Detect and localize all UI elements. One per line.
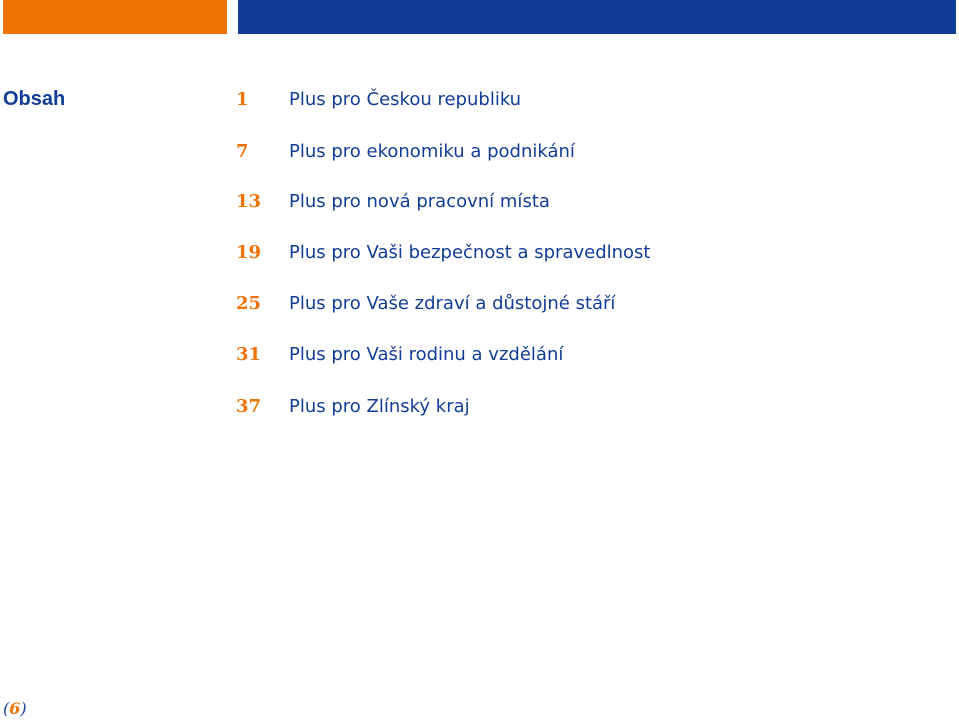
toc-title: Plus pro Zlínský kraj <box>289 396 470 417</box>
toc-title: Plus pro Vaši rodinu a vzdělání <box>289 344 564 365</box>
toc-item[interactable] <box>0 393 700 421</box>
toc-page-number: 25 <box>236 293 262 314</box>
toc-item[interactable] <box>0 188 700 216</box>
toc-page-number: 7 <box>236 141 249 162</box>
toc-item[interactable] <box>0 290 700 318</box>
toc-item[interactable] <box>0 341 700 369</box>
page-number <box>3 698 27 720</box>
toc-title: Plus pro ekonomiku a podnikání <box>289 141 575 162</box>
toc-item[interactable] <box>0 138 700 166</box>
toc-page-number: 19 <box>236 242 262 263</box>
toc-title: Plus pro Vaše zdraví a důstojné stáří <box>289 293 616 314</box>
header-bar-orange <box>3 0 227 34</box>
page-number-open-paren: ( <box>3 699 10 718</box>
toc-title: Plus pro Vaši bezpečnost a spravedlnost <box>289 242 651 263</box>
header-bar-blue <box>238 0 956 34</box>
page-number-value: 6 <box>9 699 21 718</box>
toc-title: Plus pro Českou republiku <box>289 89 522 110</box>
page-heading: Obsah <box>3 88 66 110</box>
toc-page-number: 31 <box>236 344 262 365</box>
toc-page-number: 1 <box>236 89 249 110</box>
page-number-close-paren: ) <box>20 699 27 718</box>
toc-item[interactable] <box>0 86 700 114</box>
toc-title: Plus pro nová pracovní místa <box>289 191 550 212</box>
toc-item[interactable] <box>0 239 700 267</box>
toc-page-number: 37 <box>236 396 262 417</box>
toc-page-number: 13 <box>236 191 262 212</box>
